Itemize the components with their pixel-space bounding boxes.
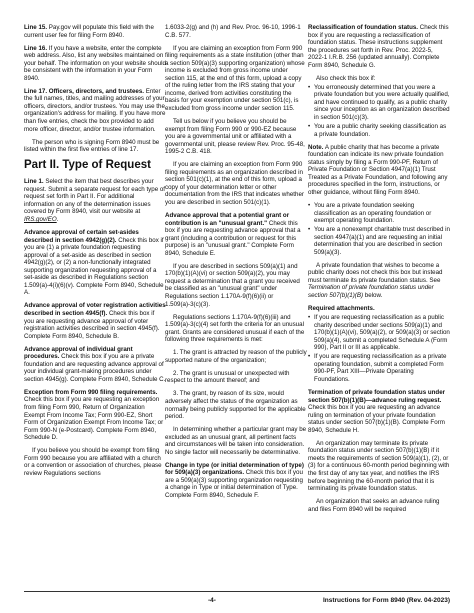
bullet-erroneous-determination: • You erroneously determined that you were a private foundation but you were actually qualified, and have continued to qualify, as a public charity since your inception as an organization described in section 501(c)(3). [308, 84, 450, 122]
signer-note: The person who is signing Form 8940 must be listed within the first five entries of line 17. [24, 138, 160, 154]
note-label: Note. [308, 143, 324, 151]
line-1-end: . [56, 215, 59, 223]
bullet-public-charity-seeking: • You are a public charity seeking classification as a private foundation. [308, 123, 450, 138]
unusual-grant-determination: If you are described in sections 509(a)(1) and 170(b)(1)(A)(vi) or section 509(a)(2), you may request a determination that a grant you received be classified as an "unusual grant" under Regulations section 1.170A-9(f)(6)(ii) or 1.509(a)-3(c)(3). [165, 262, 300, 308]
rev-proc-continuation: 1.6033-2(g) and (h) and Rev. Proc. 96-10, 1996-1 C.B. 577. [165, 24, 301, 39]
termination-reference: Termination of private foundation status under section 507(b)(1)(B) [308, 284, 434, 299]
type-change-paragraph [165, 462, 307, 500]
line-1-paragraph [24, 178, 166, 223]
line-17-paragraph [24, 88, 166, 133]
note-text: A public charity that has become a private foundation can indicate its new private foundation status simply by filing a Form 990-PF, Return of Private Foundation or Section 4947(a)(1) Trust Treated as a Private Foundation, and following any procedures specified in the form, instructions, or other guidance, without filing Form 8940. [308, 143, 448, 196]
form-990-exception-text: Check this box if you are requesting an exception from filing Form 990, Return of Organization Exempt From Income Tax; Form 990-EZ, Short Form of Organization Exempt From Income Tax; or Form 990-N (e-Postcard). Complete Form 8940, Schedule D. [24, 396, 164, 442]
form-990-exception-paragraph [24, 389, 166, 442]
unusual-grant-paragraph [165, 212, 307, 257]
requirement-3: 3. The grant, by reason of its size, would adversely affect the status of the organization as normally being publicly supported for the applicable period. [165, 390, 306, 421]
set-aside-paragraph [24, 229, 166, 297]
become-public-charity-paragraph [308, 262, 450, 300]
reclassification-heading: Reclassification of foundation status. [308, 24, 419, 31]
line-1-heading: Line 1. [24, 178, 44, 186]
termination-paragraph [308, 389, 450, 434]
grant-procedures-text: Check this box if you are a private foundation and are requesting advance approval of your individual grant-making procedures under section 4945(g). Complete Form 8940, Schedule C. [24, 353, 166, 383]
required-attachments-heading: Required attachments. [308, 305, 375, 313]
pertinent-facts-paragraph: In determining whether a particular grant may be excluded as an unusual grant, all pertinent facts and circumstances will be taken into consideration. No single factor will necessarily be determinative. [165, 426, 307, 456]
line-16-text: If you have a website, enter the complete web address. Also, list any websites maintained on your behalf. The information on your website should be consistent with the information in your Form 8940. [24, 44, 166, 82]
right-column [308, 24, 450, 519]
set-aside-heading: Advance approval of certain set-asides described in section 4942(g)(2). [24, 228, 139, 244]
line-16-paragraph [24, 45, 166, 83]
become-public-charity-text: A private foundation that wishes to become a public charity does not check this box but instead must terminate its private foundation status. See [308, 261, 443, 284]
bullet-schedule-a: • If you are requesting reclassification as a public charity described under sections 509(a)(1) and 170(b)(1)(A)(vi), 509(a)(2), or 509(a)(3) or section 509(a)(4), submit a completed Schedule A (Form 990), Part II or III as applicable. [308, 314, 450, 352]
middle-column [165, 24, 307, 505]
church-affiliation-paragraph: If you believe you should be exempt from filing Form 990 because you are affiliated with a church or a convention or association of churches, please review Regulations sections [24, 447, 162, 477]
governmental-unit-paragraph: Tell us below if you believe you should be exempt from filing Form 990 or 990-EZ because you are a governmental unit or affiliated with a governmental unit, please review Rev. Proc. 95-48, 1995-2 C.B. 418. [165, 118, 305, 156]
type-change-heading: Change in type (or initial determination of type) for 509(a)(3) organizations. [165, 461, 304, 477]
form-990-exception-heading: Exception from Form 990 filing requirements. [24, 388, 158, 396]
line-1-text: Select the item that best describes your request. Submit a separate request for each type of request set forth in Part II. For additional information on any of the determination issues covered by Form 8940, visit our website at [24, 178, 166, 216]
part-ii-heading: Part II. Type of Request [24, 159, 151, 172]
requirement-2: 2. The grant is unusual or unexpected with respect to the amount thereof; and [165, 369, 290, 385]
reclassification-text: Check this box if you are requesting a reclassification of foundation status. These instructions supplement the procedures set forth in Rev. Proc. 2022-5, 2022-1 I.R.B. 256 (updated annually). Complete Form 8940, Schedule G. [308, 24, 449, 69]
advance-ruling-paragraph: An organization that seeks an advance ruling and files Form 8940 will be required [308, 498, 440, 513]
terminate-status-paragraph: An organization may terminate its private foundation status under section 507(b)(1)(B) if it meets the requirements of section 509(a)(1), (2), or (3) for a continuous 60-month period beginning with the first day of any tax year, and notifies the IRS before beginning the 60-month period that it is terminating its private foundation status. [308, 439, 450, 493]
voter-registration-text: Check this box if you are requesting advance approval of voter registration activities described in section 4945(f). Complete Form 8940, Schedule B. [24, 309, 160, 340]
voter-registration-paragraph [24, 302, 166, 340]
grant-procedures-paragraph [24, 346, 166, 384]
also-check-line: Also check this box if: [316, 74, 376, 82]
grant-procedures-heading: Advance approval of individual grant procedures. [24, 345, 133, 361]
state-institution-paragraph: If you are claiming an exception from Form 990 filing requirements as a state institution (other than a section 509(a)(3) supporting organization) whose income is excluded from gross income under section 115, at the end of this form, upload a copy of the ruling letter from the IRS stating that your income, derived from activities constituting the basis for your exemption under section 501(c), is excluded from gross income under section 115. [165, 44, 305, 112]
bullet-nonexempt-trust: • You are a nonexempt charitable trust described in section 4947(a)(1) and are requesting an initial determination that you are described in section 509(a)(3). [308, 226, 450, 256]
line-15-paragraph [24, 24, 166, 39]
bullet-operating-foundation: • You are a private foundation seeking classification as an operating foundation or exempt operating foundation. [308, 202, 450, 225]
note-paragraph [308, 144, 450, 197]
line-17-heading: Line 17. Officers, directors, and trustees. [24, 87, 145, 95]
type-change-text: Check this box if you are a 509(a)(3) supporting organization requesting a change in Type or initial determination of Type. Complete Form 8940, Schedule F. [165, 469, 303, 500]
unusual-grant-criteria: Regulations sections 1.170A-9(f)(6)(iii) and 1.509(a)-3(c)(4) set forth the criteria for an unusual grant. Grants are considered unusual if each of the following three requirements is met: [165, 313, 305, 344]
line-16-heading: Line 16. [24, 44, 48, 52]
unusual-grant-heading: Advance approval that a potential grant or contribution is an "unusual grant." [165, 212, 290, 227]
footer-divider [24, 591, 450, 592]
termination-heading: Termination of private foundation status under section 507(b)(1)(B)—advance ruling request. [308, 389, 446, 404]
unusual-grant-text: Check this box if you are requesting advance approval that a grant (including a contribution or request for this purpose) is an "unusual grant." Complete Form 8940, Schedule E. [165, 219, 301, 257]
voter-registration-heading: Advance approval of voter registration activities described in section 4945(f). [24, 302, 166, 317]
line-15-heading: Line 15. [24, 24, 48, 31]
requirement-1: 1. The grant is attracted by reason of the publicly supported nature of the organization; [165, 349, 307, 364]
irs-eo-link[interactable]: IRS.gov/EO [24, 215, 57, 223]
left-column [24, 24, 166, 483]
page-number: -4- [208, 597, 216, 604]
become-public-charity-end: below. [363, 292, 383, 299]
termination-text: Check this box if you are requesting an advance ruling on termination of your private foundation status under section 507(b)(1)(B). Complete Form 8940, Schedule H. [308, 404, 445, 434]
footer-title: Instructions for Form 8940 (Rev. 04-2023) [322, 597, 450, 604]
bullet-form-990pf: • If you are requesting reclassification as a private operating foundation, submit a completed Form 990-PF, Part XIII—Private Operating Foundations. [308, 353, 450, 383]
section-501c1-paragraph: If you are claiming an exception from Form 990 filing requirements as an organization described in section 501(c)(1), at the end of this form, upload a copy of your determination letter or other documentation from the IRS that indicates whether you are described in section 501(c)(1). [165, 161, 304, 206]
reclassification-paragraph [308, 24, 450, 69]
line-17-text: Enter the full names, titles, and mailing addresses of your officers, directors, and/or trustees. You may use the organization's address for mailing. If you have more than five entries, check the box provided to add more officer, director, and/or trustee information. [24, 87, 166, 133]
set-aside-text: Check this box if you are (1) a private foundation requesting approval of a set-aside as described in section 4942(g)(2), or (2) a non-functionally integrated supporting organization requesting approval of a set-aside as described in Regulations section 1.509(a)-4(i)(6)(v). Complete Form 8940, Schedule A. [24, 236, 164, 297]
line-15-text: Pay.gov will populate this field with the current user fee for filing Form 8940. [24, 24, 154, 39]
